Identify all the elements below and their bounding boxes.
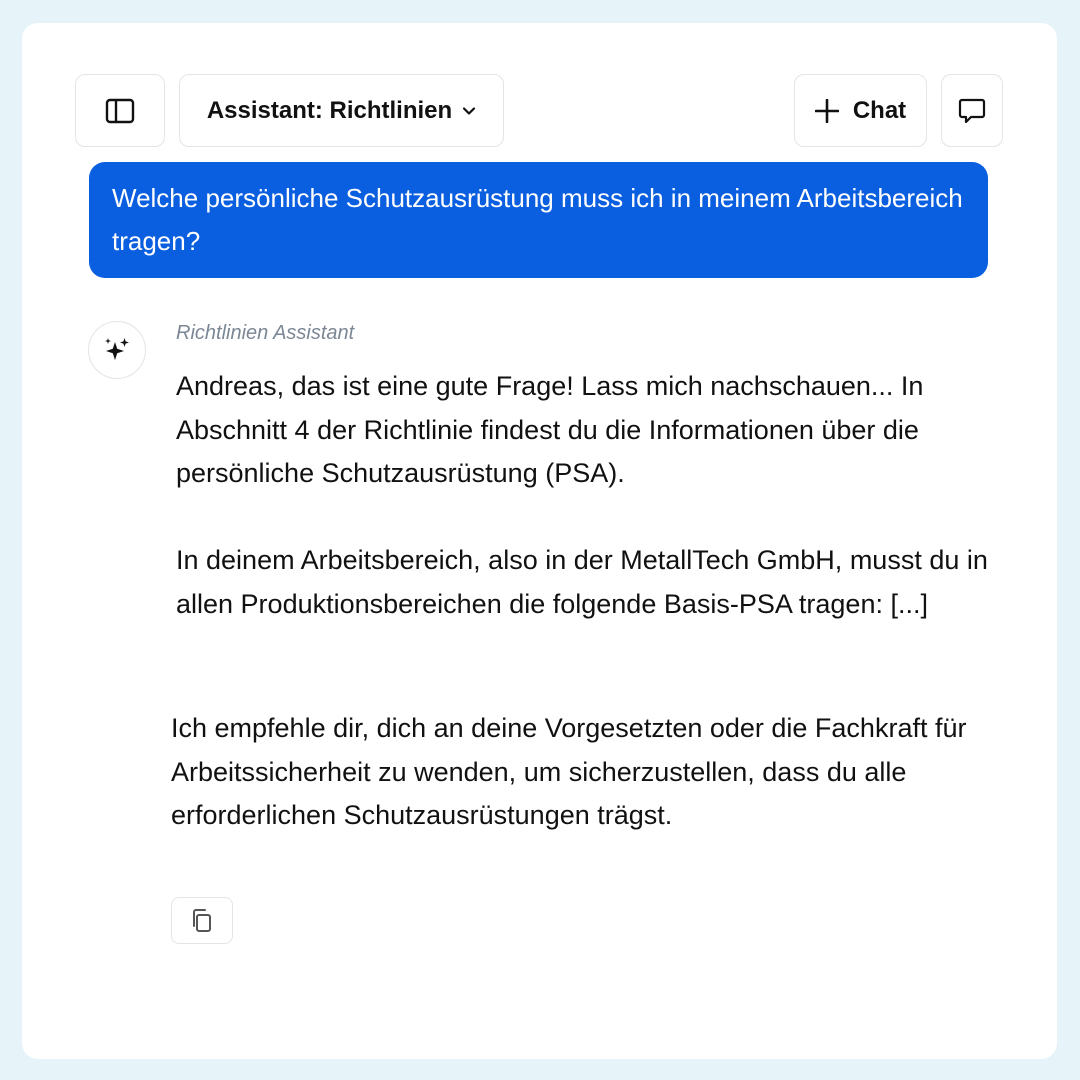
assistant-paragraph: In deinem Arbeitsbereich, also in der MetallTech GmbH, musst du in allen Produktionsbereichen die folgende Basis-PSA tragen: [...] [176, 545, 988, 619]
assistant-selector[interactable] [179, 74, 504, 147]
user-message-text: Welche persönliche Schutzausrüstung muss ich in meinem Arbeitsbereich tragen? [112, 183, 963, 256]
plus-icon [815, 99, 839, 123]
assistant-paragraph: Ich empfehle dir, dich an deine Vorgesetzten oder die Fachkraft für Arbeitssicherheit zu wenden, um sicherzustellen, dass du alle erforderlichen Schutzausrüstungen trägst. [171, 713, 967, 830]
new-chat-button[interactable] [794, 74, 927, 147]
assistant-selector-label: Assistant: Richtlinien [206, 96, 453, 124]
copy-icon [188, 907, 216, 935]
assistant-avatar [88, 321, 146, 379]
user-message-bubble [89, 162, 988, 278]
sparkles-icon [102, 335, 132, 365]
assistant-name: Richtlinien Assistant [176, 322, 355, 344]
new-chat-label: Chat [852, 96, 907, 124]
chevron-down-icon [462, 106, 476, 116]
feedback-button[interactable] [941, 74, 1003, 147]
sidebar-toggle-button[interactable] [75, 74, 165, 147]
assistant-paragraph: Andreas, das ist eine gute Frage! Lass mich nachschauen... In Abschnitt 4 der Richtlinie findest du die Informationen über die persönliche Schutzausrüstung (PSA). [176, 371, 924, 488]
sidebar-panel-icon [105, 98, 135, 124]
copy-button[interactable] [171, 897, 233, 944]
message-square-icon [957, 96, 987, 126]
chat-window [22, 23, 1057, 1059]
